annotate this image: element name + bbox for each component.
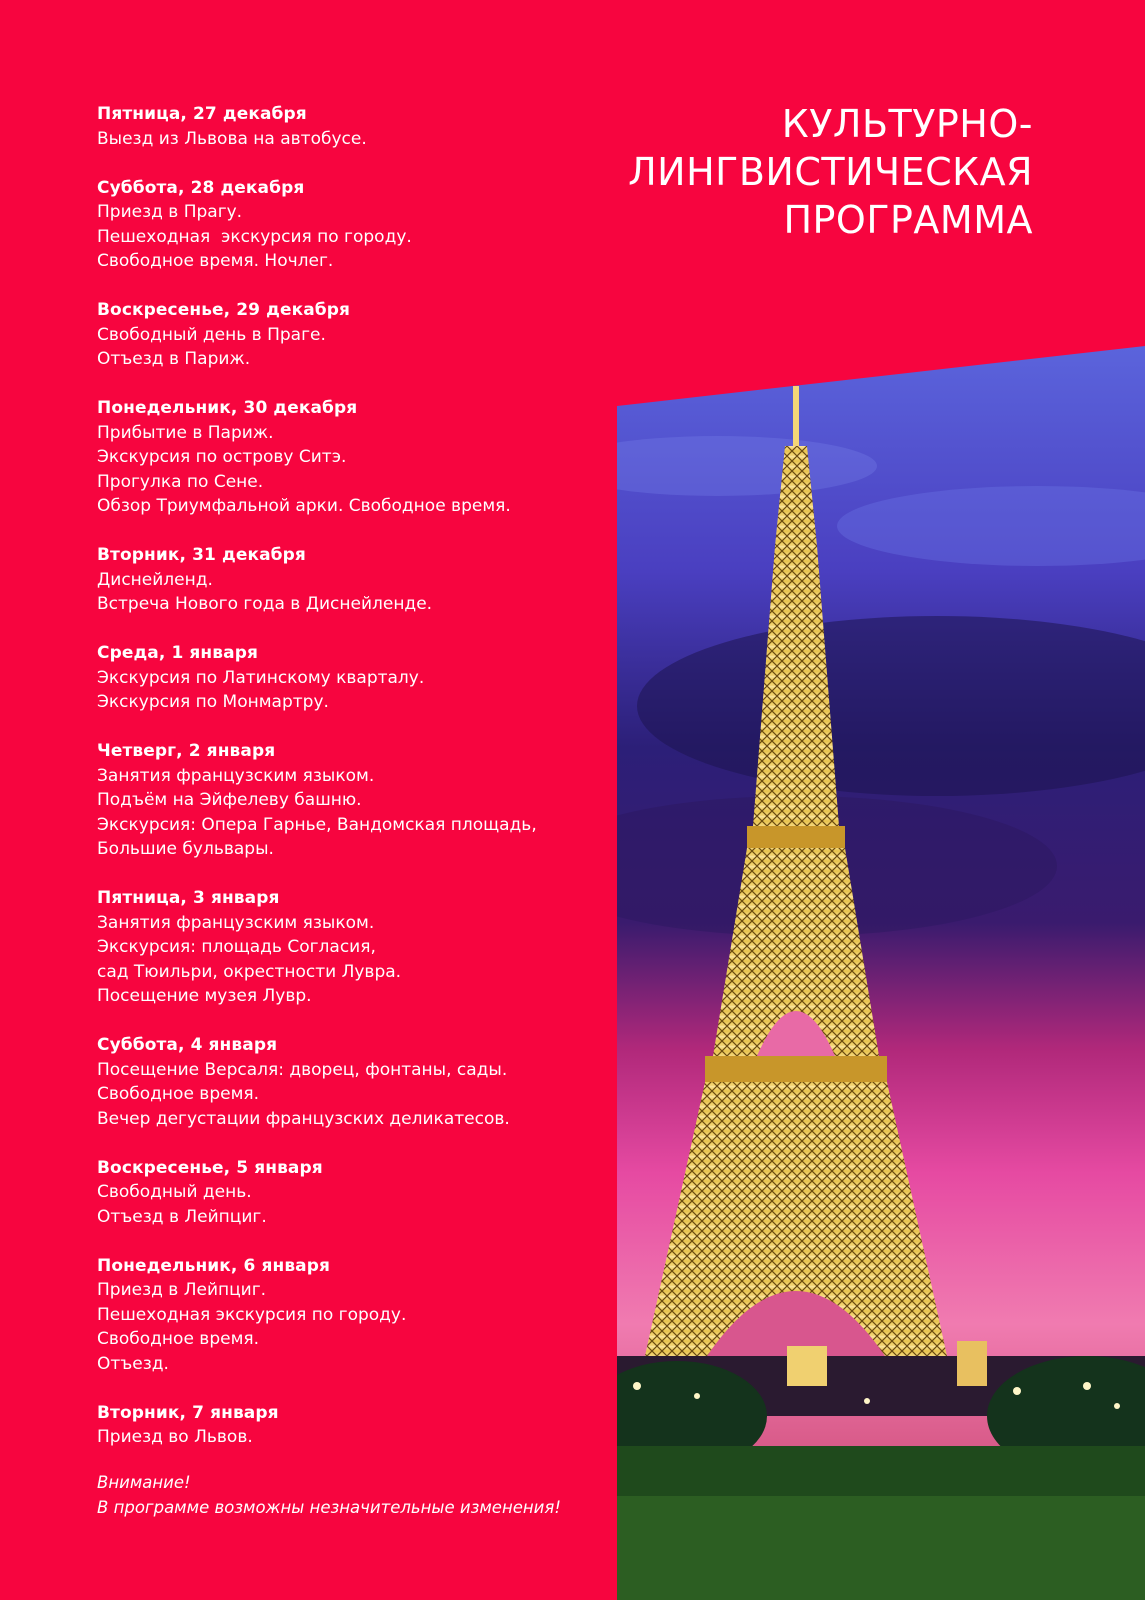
program-schedule [97, 102, 597, 1520]
day-activity: Занятия французским языком. [97, 765, 375, 786]
day-title: Понедельник, 6 января [97, 1255, 331, 1276]
day-activity: Прогулка по Сене. [97, 471, 264, 492]
day-activity: Вечер дегустации французских деликатесов. [97, 1108, 510, 1129]
eiffel-tower-photo [617, 346, 1145, 1600]
day-activity: Экскурсия по Монмартру. [97, 692, 329, 712]
day-title: Вторник, 7 января [97, 1402, 279, 1423]
day-activity: Свободное время. [97, 1084, 260, 1104]
day-title: Суббота, 4 января [97, 1035, 278, 1055]
schedule-day [97, 543, 597, 617]
notice [97, 1471, 597, 1520]
day-activity: Посещение музея Лувр. [97, 986, 312, 1006]
day-activity: Посещение Версаля: дворец, фонтаны, сады. [97, 1059, 508, 1080]
schedule-day [97, 298, 597, 372]
schedule-day [97, 1156, 597, 1230]
day-activity: Диснейленд. [97, 569, 213, 590]
day-activity: Свободное время. [97, 1329, 260, 1349]
day-activity: Экскурсия: Опера Гарнье, Вандомская площадь, [97, 814, 537, 835]
notice-heading: Внимание! [97, 1473, 191, 1492]
day-activity: Экскурсия: площадь Согласия, [97, 937, 376, 957]
day-activity: Подъём на Эйфелеву башню. [97, 790, 362, 810]
schedule-day [97, 396, 597, 519]
day-activity: Свободный день. [97, 1182, 252, 1202]
day-activity: Отъезд в Париж. [97, 349, 251, 369]
day-activity: Встреча Нового года в Диснейленде. [97, 594, 433, 614]
day-activity: Большие бульвары. [97, 839, 274, 859]
program-title [628, 100, 1033, 244]
day-activity: Обзор Триумфальной арки. Свободное время. [97, 496, 511, 516]
day-activity: Экскурсия по острову Ситэ. [97, 447, 347, 467]
schedule-day [97, 1254, 597, 1377]
day-activity: Экскурсия по Латинскому кварталу. [97, 667, 425, 688]
day-activity: Выезд из Львова на автобусе. [97, 128, 367, 149]
day-title: Четверг, 2 января [97, 741, 276, 761]
day-title: Суббота, 28 декабря [97, 177, 305, 198]
day-title: Пятница, 3 января [97, 888, 280, 908]
schedule-day [97, 1401, 597, 1450]
day-title: Среда, 1 января [97, 643, 258, 663]
day-activity: сад Тюильри, окрестности Лувра. [97, 961, 402, 982]
notice-text: В программе возможны незначительные изменения! [97, 1497, 561, 1517]
schedule-day [97, 176, 597, 274]
day-activity: Пешеходная экскурсия по городу. [97, 226, 412, 247]
schedule-day [97, 641, 597, 715]
title-line-3: ПРОГРАММА [783, 198, 1033, 242]
day-activity: Отъезд в Лейпциг. [97, 1206, 267, 1227]
day-title: Воскресенье, 5 января [97, 1157, 323, 1178]
title-line-1: КУЛЬТУРНО- [781, 102, 1033, 146]
schedule-day [97, 1033, 597, 1131]
day-activity: Приезд во Львов. [97, 1427, 253, 1447]
day-activity: Прибытие в Париж. [97, 422, 274, 443]
day-title: Пятница, 27 декабря [97, 104, 307, 124]
day-activity: Занятия французским языком. [97, 912, 375, 933]
schedule-day [97, 102, 597, 151]
day-activity: Приезд в Прагу. [97, 202, 243, 222]
day-activity: Свободное время. Ночлег. [97, 251, 334, 271]
day-activity: Пешеходная экскурсия по городу. [97, 1304, 407, 1325]
schedule-day [97, 739, 597, 862]
day-activity: Приезд в Лейпциг. [97, 1280, 267, 1300]
day-title: Воскресенье, 29 декабря [97, 300, 351, 320]
day-activity: Отъезд. [97, 1353, 169, 1374]
title-line-2: ЛИНГВИСТИЧЕСКАЯ [628, 150, 1033, 194]
day-title: Вторник, 31 декабря [97, 545, 306, 565]
day-title: Понедельник, 30 декабря [97, 398, 358, 418]
schedule-day [97, 886, 597, 1009]
day-activity: Свободный день в Праге. [97, 324, 326, 345]
